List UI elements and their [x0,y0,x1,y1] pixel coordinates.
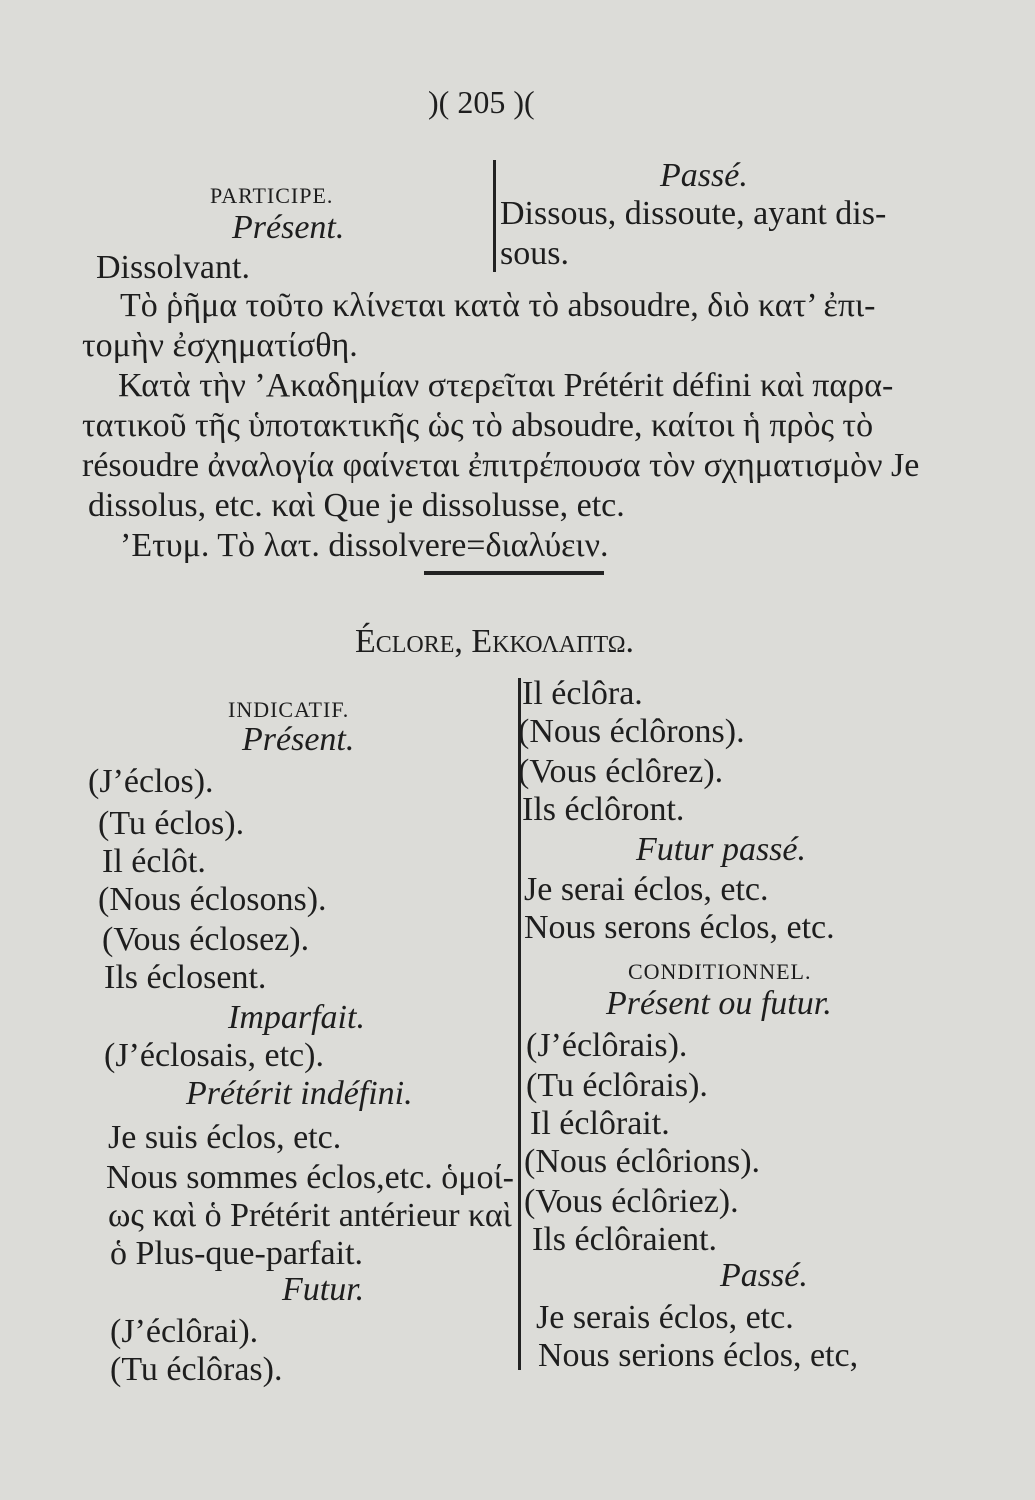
futur-form-2: (Tu éclôras). [110,1351,283,1388]
commentary-line-7: ’Ετυμ. Τὸ λατ. dissolvere=διαλύειν. [120,527,609,564]
right-futur-form-3: (Vous éclôrez). [518,753,724,790]
preterit-line-4: ὁ Plus-que-parfait. [110,1235,364,1272]
commentary-line-4: τατικοῦ τῆς ὑποτακτικῆς ὡς τὸ absoudre, καίτοι ἡ πρὸς τὸ [82,407,874,444]
participe-column-divider [493,160,496,272]
cond-passe-form-2: Nous serions éclos, etc, [538,1337,859,1374]
cond-present-form-6: Ils éclôraient. [532,1221,718,1258]
preterit-line-3: ως καὶ ὁ Prétérit antérieur καὶ [108,1197,512,1234]
cond-passe-form-1: Je serais éclos, etc. [536,1299,794,1336]
futur-passe-form-2: Nous serons éclos, etc. [524,909,835,946]
futur-form-1: (J’éclôrai). [110,1313,259,1350]
futur-passe-form-1: Je serai éclos, etc. [524,871,769,908]
cond-present-form-1: (J’éclôrais). [526,1027,688,1064]
imparfait-form-1: (J’éclosais, etc). [104,1037,324,1074]
commentary-line-1: Τὸ ῥῆμα τοῦτο κλίνεται κατὰ τὸ absoudre, διὸ κατ’ ἐπι- [120,287,876,324]
entry-title: Éclore, Εκκολαπτω. [355,623,635,660]
present-form-4: (Nous éclosons). [98,881,327,918]
commentary-line-5: résoudre ἀναλογία φαίνεται ἐπιτρέπουσα τὸν σχηματισμὸν Je [82,447,920,484]
imparfait-label: Imparfait. [228,999,365,1036]
present-form-5: (Vous éclosez). [102,921,310,958]
present-form-6: Ils éclosent. [104,959,267,996]
indicatif-present-label: Présent. [242,721,355,758]
commentary-line-6: dissolus, etc. καὶ Que je dissolusse, etc. [88,487,625,524]
participe-passe-line1: Dissous, dissoute, ayant dis- [500,195,887,232]
cond-passe-label: Passé. [720,1257,808,1294]
indicatif-heading: INDICATIF. [228,697,350,722]
commentary-line-2: τομὴν ἐσχηματίσθη. [82,327,358,364]
futur-passe-label: Futur passé. [636,831,806,868]
cond-present-form-5: (Vous éclôriez). [524,1183,739,1220]
cond-present-label: Présent ou futur. [606,985,832,1022]
present-form-3: Il éclôt. [102,843,206,880]
cond-present-form-4: (Nous éclôrions). [524,1143,761,1180]
cond-present-form-3: Il éclôrait. [530,1105,670,1142]
right-futur-form-2: (Nous éclôrons). [518,713,745,750]
present-form-2: (Tu éclos). [98,805,245,842]
right-futur-form-4: Ils éclôront. [522,791,685,828]
conditionnel-heading: CONDITIONNEL. [628,959,812,984]
participe-heading: PARTICIPE. [210,183,334,208]
participe-passe-label: Passé. [660,157,748,194]
section-rule [424,571,604,575]
preterit-line-2: Nous sommes éclos,etc. ὁμοί- [106,1159,514,1196]
page-number: )( 205 )( [428,84,535,120]
commentary-line-3: Κατὰ τὴν ’Ακαδημίαν στερεῖται Prétérit défini καὶ παρα- [118,367,894,404]
preterit-indefini-label: Prétérit indéfini. [186,1075,413,1112]
present-form-1: (J’éclos). [88,763,214,800]
right-futur-form-1: Il éclôra. [522,675,643,712]
futur-label: Futur. [282,1271,365,1308]
preterit-line-1: Je suis éclos, etc. [108,1119,342,1156]
participe-passe-line2: sous. [500,235,569,272]
cond-present-form-2: (Tu éclôrais). [526,1067,708,1104]
participe-present-label: Présent. [232,209,345,246]
participe-present-form: Dissolvant. [96,249,250,286]
